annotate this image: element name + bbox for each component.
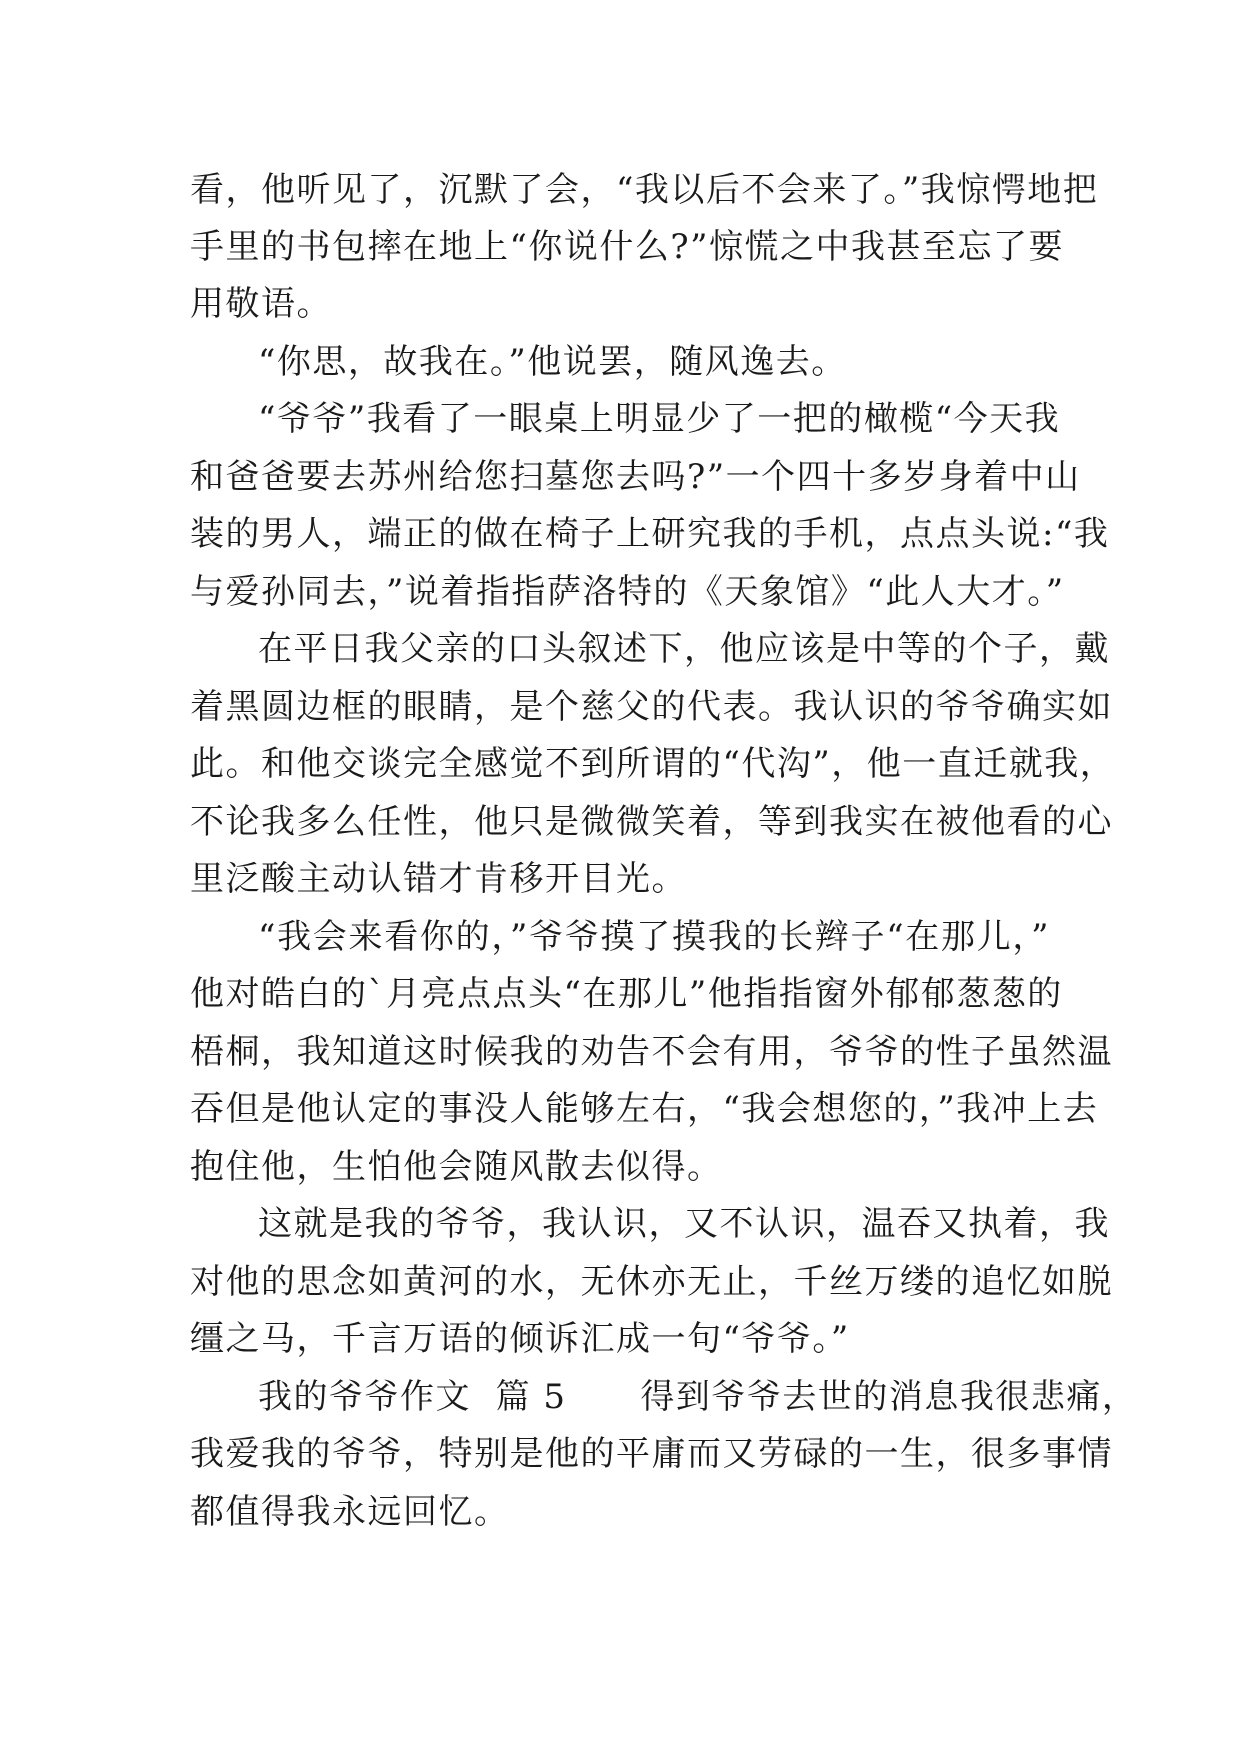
text-line: 不论我多么任性，他只是微微笑着，等到我实在被他看的心 <box>190 802 1113 842</box>
text-line: 此。和他交谈完全感觉不到所谓的“代沟”，他一直迁就我， <box>190 744 1116 784</box>
text-line: 抱住他，生怕他会随风散去似得。 <box>190 1147 723 1187</box>
text-line: 吞但是他认定的事没人能够左右，“我会想您的，”我冲上去 <box>190 1089 1099 1129</box>
text-line: 都值得我永远回忆。 <box>190 1492 510 1532</box>
text-line: 装的男人，端正的做在椅子上研究我的手机，点点头说:“我 <box>190 514 1110 554</box>
text-line: “爷爷”我看了一眼桌上明显少了一把的橄榄“今天我 <box>258 399 1061 439</box>
text-line: 我的爷爷作文 篇 5 得到爷爷去世的消息我很悲痛， <box>258 1377 1138 1417</box>
text-line: 里泛酸主动认错才肯移开目光。 <box>190 859 687 899</box>
text-line: 和爸爸要去苏州给您扫墓您去吗?”一个四十多岁身着中山 <box>190 457 1081 497</box>
text-line: 梧桐，我知道这时候我的劝告不会有用，爷爷的性子虽然温 <box>190 1032 1113 1072</box>
text-line: 手里的书包摔在地上“你说什么?”惊慌之中我甚至忘了要 <box>190 227 1064 267</box>
text-line: 缰之马，千言万语的倾诉汇成一句“爷爷。” <box>190 1319 850 1359</box>
text-line: 这就是我的爷爷，我认识，又不认识，温吞又执着，我 <box>258 1204 1110 1244</box>
text-line: 与爱孙同去，”说着指指萨洛特的《天象馆》“此人大才。” <box>190 572 1065 612</box>
text-line: 我爱我的爷爷，特别是他的平庸而又劳碌的一生，很多事情 <box>190 1434 1113 1474</box>
text-line: 看，他听见了，沉默了会，“我以后不会来了。”我惊愕地把 <box>190 170 1099 210</box>
text-line: 对他的思念如黄河的水，无休亦无止，千丝万缕的追忆如脱 <box>190 1262 1113 1302</box>
text-line: 他对皓白的`月亮点点头“在那儿”他指指窗外郁郁葱葱的 <box>190 974 1063 1014</box>
text-line: “我会来看你的，”爷爷摸了摸我的长辫子“在那儿，” <box>258 917 1050 957</box>
text-line: 着黑圆边框的眼睛，是个慈父的代表。我认识的爷爷确实如 <box>190 687 1113 727</box>
text-line: 用敬语。 <box>190 284 332 324</box>
text-line: 在平日我父亲的口头叙述下，他应该是中等的个子，戴 <box>258 629 1110 669</box>
text-line: “你思，故我在。”他说罢，随风逸去。 <box>258 342 847 382</box>
